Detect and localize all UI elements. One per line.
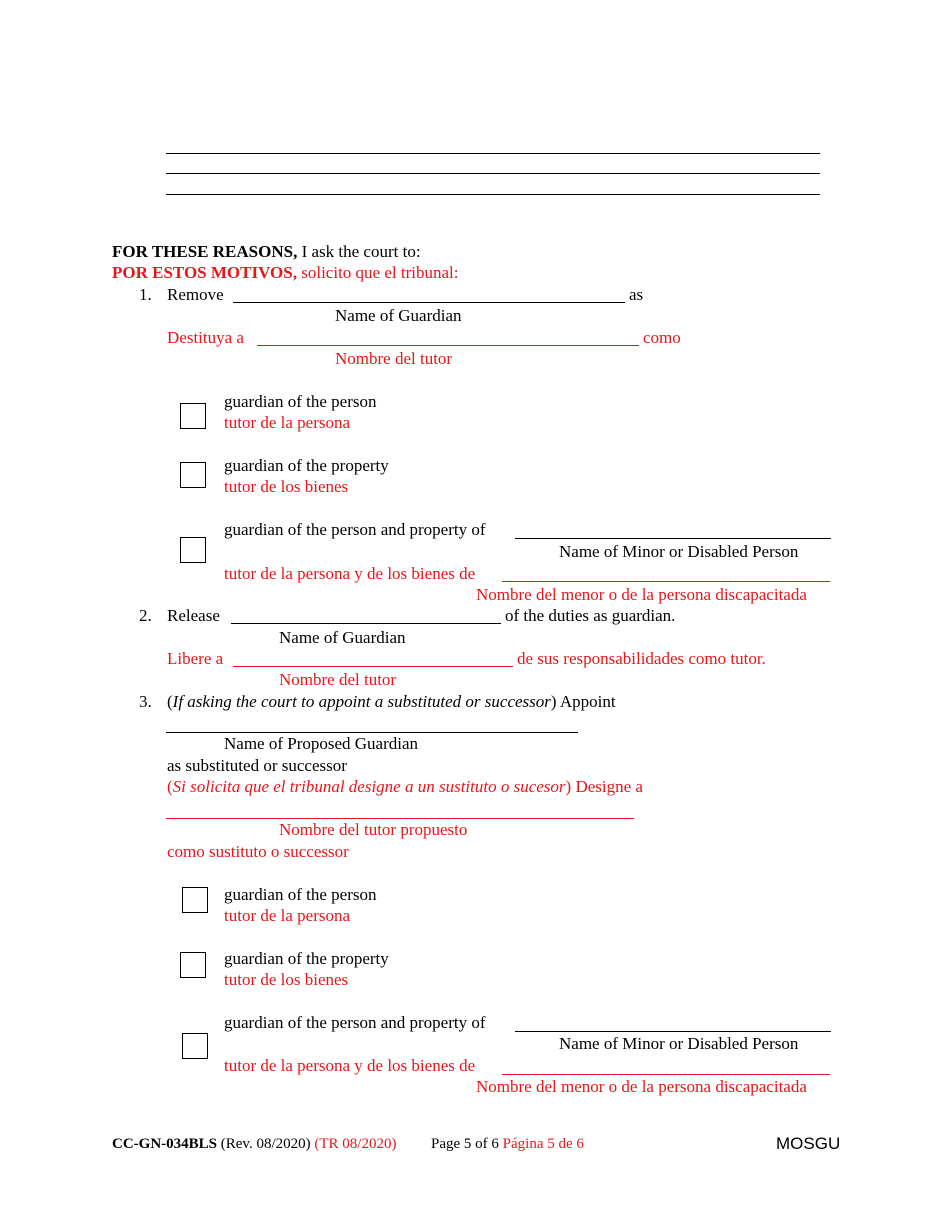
option1-es-minor-name-field[interactable] bbox=[502, 581, 830, 582]
item2-number: 2. bbox=[139, 606, 152, 625]
option2-both-es-caption: Nombre del menor o de la persona discapacitada bbox=[476, 1077, 807, 1096]
footer-page bbox=[431, 1134, 584, 1154]
option1-both-en: guardian of the person and property of bbox=[224, 520, 486, 539]
option2-property-en: guardian of the property bbox=[224, 949, 389, 968]
footer-code: MOSGU bbox=[776, 1134, 841, 1153]
item3-es-caption: Nombre del tutor propuesto bbox=[279, 820, 468, 839]
footer-tr: (TR 08/2020) bbox=[314, 1136, 397, 1152]
option1-both-es: tutor de la persona y de los bienes de bbox=[224, 564, 476, 583]
option1-property-es: tutor de los bienes bbox=[224, 477, 349, 496]
footer-left bbox=[112, 1134, 396, 1154]
option2-person-en: guardian of the person bbox=[224, 885, 377, 904]
item2-en-suffix: of the duties as guardian. bbox=[505, 606, 676, 625]
option2-person-es: tutor de la persona bbox=[224, 906, 351, 925]
heading-es-bold: POR ESTOS MOTIVOS, bbox=[112, 263, 297, 282]
item1-en-prefix: Remove bbox=[167, 285, 224, 304]
item2-guardian-name-field[interactable] bbox=[231, 623, 501, 624]
item3-es-text bbox=[167, 777, 643, 797]
checkbox-guardian-property-2[interactable] bbox=[180, 952, 206, 978]
item1-en-caption: Name of Guardian bbox=[335, 306, 462, 325]
option2-both-es: tutor de la persona y de los bienes de bbox=[224, 1056, 476, 1075]
heading-es-rest: solicito que el tribunal: bbox=[296, 263, 459, 282]
item3-en-open: ( bbox=[167, 692, 173, 711]
footer-page-en: Page 5 of 6 bbox=[431, 1136, 499, 1152]
continuation-line-1[interactable] bbox=[166, 153, 820, 154]
item3-en-italic: If asking the court to appoint a substituted or successor bbox=[172, 692, 551, 711]
item1-es-caption: Nombre del tutor bbox=[335, 349, 453, 368]
footer-rev: (Rev. 08/2020) bbox=[217, 1136, 315, 1152]
item2-es-prefix: Libere a bbox=[167, 649, 224, 668]
option2-both-en: guardian of the person and property of bbox=[224, 1013, 486, 1032]
item3-es-italic: Si solicita que el tribunal designe a un sustituto o sucesor bbox=[172, 777, 566, 796]
item2-en-prefix: Release bbox=[167, 606, 220, 625]
heading-en-rest: I ask the court to: bbox=[297, 242, 421, 261]
item3-en-text bbox=[167, 692, 616, 712]
continuation-line-3[interactable] bbox=[166, 194, 820, 195]
checkbox-guardian-both-2[interactable] bbox=[182, 1033, 208, 1059]
item1-en-suffix: as bbox=[629, 285, 644, 304]
item2-es-caption: Nombre del tutor bbox=[279, 670, 397, 689]
heading-en bbox=[112, 242, 421, 262]
checkbox-guardian-person-2[interactable] bbox=[182, 887, 208, 913]
item3-number: 3. bbox=[139, 692, 152, 711]
item3-en-caption: Name of Proposed Guardian bbox=[224, 734, 419, 753]
footer-form-id: CC-GN-034BLS bbox=[112, 1136, 218, 1152]
checkbox-guardian-property-1[interactable] bbox=[180, 462, 206, 488]
option1-property-en: guardian of the property bbox=[224, 456, 389, 475]
checkbox-guardian-both-1[interactable] bbox=[180, 537, 206, 563]
item1-es-prefix: Destituya a bbox=[167, 328, 244, 347]
checkbox-guardian-person-1[interactable] bbox=[180, 403, 206, 429]
footer-page-es: Página 5 de 6 bbox=[502, 1136, 584, 1152]
item3-es-open: ( bbox=[167, 777, 173, 796]
item1-es-guardian-name-field[interactable] bbox=[257, 345, 639, 346]
option2-es-minor-name-field[interactable] bbox=[502, 1074, 830, 1075]
item3-es-after: como sustituto o successor bbox=[167, 842, 349, 861]
option2-minor-name-field[interactable] bbox=[515, 1031, 831, 1032]
heading-es bbox=[112, 263, 458, 283]
item2-es-suffix: de sus responsabilidades como tutor. bbox=[517, 649, 766, 668]
item1-es-suffix: como bbox=[643, 328, 681, 347]
item2-en-caption: Name of Guardian bbox=[279, 628, 406, 647]
item3-es-proposed-guardian-field[interactable] bbox=[166, 818, 634, 819]
item3-en-close: ) Appoint bbox=[550, 692, 616, 711]
item3-es-close: ) Designe a bbox=[565, 777, 643, 796]
heading-en-bold: FOR THESE REASONS, bbox=[112, 242, 298, 261]
option1-person-es: tutor de la persona bbox=[224, 413, 351, 432]
continuation-line-2[interactable] bbox=[166, 173, 820, 174]
option2-property-es: tutor de los bienes bbox=[224, 970, 349, 989]
item2-es-guardian-name-field[interactable] bbox=[233, 666, 513, 667]
option2-both-en-caption: Name of Minor or Disabled Person bbox=[559, 1034, 799, 1053]
item1-guardian-name-field[interactable] bbox=[233, 302, 625, 303]
option1-both-es-caption: Nombre del menor o de la persona discapacitada bbox=[476, 585, 807, 604]
option1-minor-name-field[interactable] bbox=[515, 538, 831, 539]
item1-number: 1. bbox=[139, 285, 152, 304]
option1-both-en-caption: Name of Minor or Disabled Person bbox=[559, 542, 799, 561]
option1-person-en: guardian of the person bbox=[224, 392, 377, 411]
item3-en-after: as substituted or successor bbox=[167, 756, 347, 775]
item3-proposed-guardian-field[interactable] bbox=[166, 732, 578, 733]
